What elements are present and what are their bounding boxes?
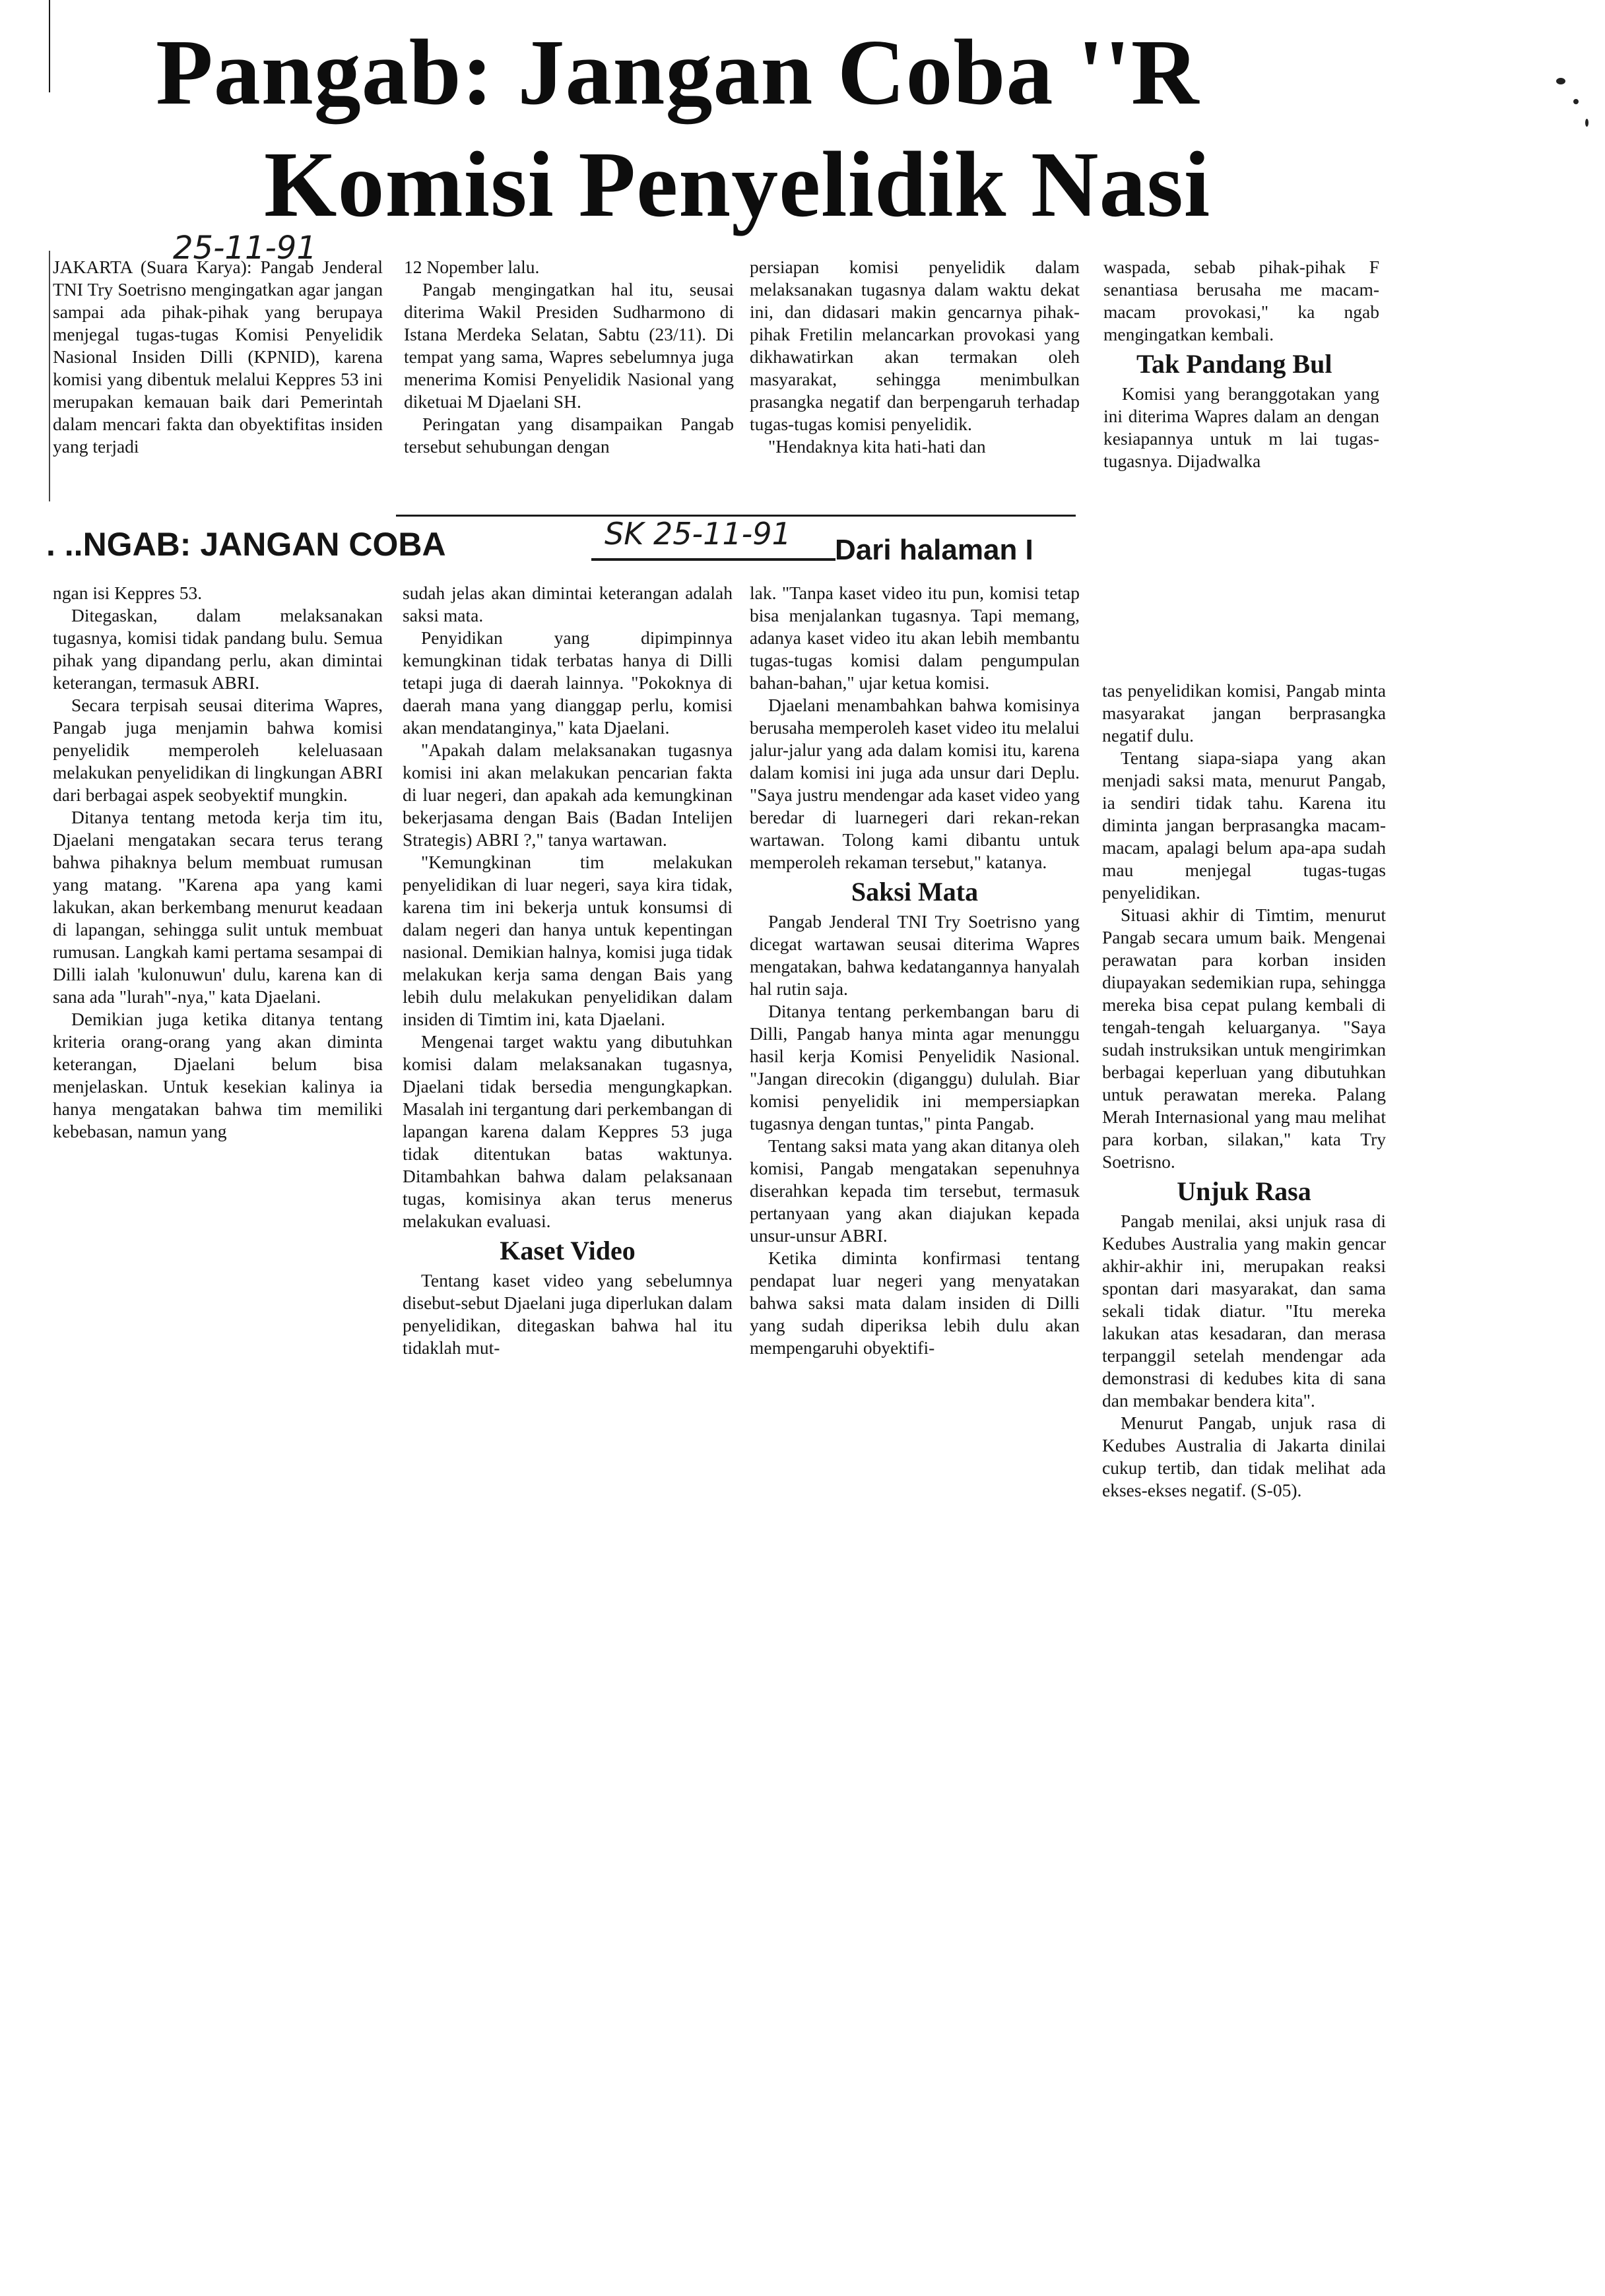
paragraph: waspada, sebab pihak-pihak F senantiasa berusaha me macam-macam provokasi," ka ngab mengingatkan kembali.: [1103, 257, 1379, 344]
paragraph: Ditanya tentang metoda kerja tim itu, Djaelani mengatakan secara terus terang bahwa pihaknya belum membuat rumusan yang matang. "Karena apa yang kami lakukan, akan berkembang menurut keadaan di lapangan, sehingga sulit untuk membuat rumusan. Langkah kami pertama sesampai di Dilli ialah 'kulonuwun' dulu, karena kan di sana ada "lurah"-nya," kata Djaelani.: [53, 807, 383, 1007]
paragraph: Pangab Jenderal TNI Try Soetrisno yang dicegat wartawan seusai diterima Wapres mengatakan, bahwa kedatangannya hanyalah hal rutin saja.: [750, 911, 1080, 999]
paragraph: Komisi yang beranggotakan yang ini diterima Wapres dalam an dengan kesiapannya untuk m lai tugas-tugasnya. Dijadwalka: [1103, 383, 1379, 471]
handwritten-date: 25-11-91: [173, 230, 317, 267]
paragraph: Peringatan yang disampaikan Pangab tersebut sehubungan dengan: [404, 414, 734, 457]
paragraph: "Kemungkinan tim melakukan penyelidikan di luar negeri, saya kira tidak, karena tim ini bekerja untuk konsumsi di dalam negeri dan hanya untuk kepentingan nasional. Demikian halnya, komisi juga tidak melakukan kerja sama dengan Bais yang lebih dulu melakukan penyelidikan dalam insiden di Timtim ini, kata Djaelani.: [403, 852, 733, 1029]
subheading: Unjuk Rasa: [1177, 1176, 1311, 1206]
paragraph: "Apakah dalam melaksanakan tugasnya komisi ini akan melakukan pencarian fakta di luar negeri, dan apakah ada kemungkinan bekerjasama dengan Bais (Badan Intelijen Strategis) ABRI ?," tanya wartawan.: [403, 740, 733, 850]
paragraph: tas penyelidikan komisi, Pangab minta masyarakat jangan berprasangka negatif dulu.: [1102, 680, 1386, 746]
clipping-edge: [49, 251, 50, 501]
body-column-1: [53, 582, 383, 1308]
paragraph: persiapan komisi penyelidik dalam melaksanakan tugasnya dalam waktu dekat ini, dan didasari makin gencarnya pihak-pihak Fretilin melancarkan provokasi yang dikhawatirkan akan termakan oleh masyarakat, sehingga menimbulkan prasangka negatif dan berpengaruh terhadap tugas-tugas komisi penyelidik.: [750, 257, 1080, 434]
paragraph: Tentang saksi mata yang akan ditanya oleh komisi, Pangab mengatakan sepenuhnya diserahkan kepada tim tersebut, termasuk pertanyaan yang akan diajukan kepada unsur-unsur ABRI.: [750, 1135, 1080, 1246]
paragraph: Tentang kaset video yang sebelumnya disebut-sebut Djaelani juga diperlukan dalam penyelidikan, ditegaskan bahwa hal itu tidaklah mut-: [403, 1270, 733, 1358]
body-column-2: [403, 582, 733, 1611]
handwritten-date: SK 25-11-91: [605, 516, 791, 552]
paragraph: ngan isi Keppres 53.: [53, 583, 203, 603]
paragraph: Ditanya tentang perkembangan baru di Dilli, Pangab hanya minta agar menunggu hasil kerja Komisi Penyelidik Nasional. "Jangan direcokin (diganggu) dululah. Biar komisi penyelidik ini mempersiapkan tugasnya dengan tuntas," pinta Pangab.: [750, 1001, 1080, 1133]
paragraph: Ditegaskan, dalam melaksanakan tugasnya, komisi tidak pandang bulu. Semua pihak yang dipandang perlu, akan dimintai keterangan, termasuk ABRI.: [53, 605, 383, 693]
jump-headline: . ..NGAB: JANGAN COBA: [46, 526, 446, 563]
scan-speck: [1556, 78, 1565, 84]
subheading: Saksi Mata: [851, 877, 979, 907]
top-column-1: [53, 256, 383, 500]
jump-from-page: Dari halaman I: [835, 534, 1033, 566]
body-column-4: [1102, 680, 1386, 1603]
headline-line-1: Pangab: Jangan Coba ''R: [156, 20, 1200, 124]
paragraph: "Hendaknya kita hati-hati dan: [768, 436, 986, 457]
paragraph: Secara terpisah seusai diterima Wapres, Pangab juga menjamin bahwa komisi penyelidik memperoleh keleluasaan melakukan penyelidikan di lingkungan ABRI dari berbagai aspek seobyektif mungkin.: [53, 695, 383, 805]
paragraph: lak. "Tanpa kaset video itu pun, komisi tetap bisa menjalankan tugasnya. Tapi memang, adanya kaset video itu akan lebih membantu tugas-tugas komisi dalam pengumpulan bahan-bahan," ujar ketua komisi.: [750, 583, 1080, 693]
scan-speck: [1573, 99, 1579, 104]
top-column-3: [750, 256, 1080, 500]
paragraph: Tentang siapa-siapa yang akan menjadi saksi mata, menurut Pangab, ia sendiri tidak tahu. Karena itu diminta jangan berprasangka macam-macam, apalagi belum apa-apa sudah mau menjegal tugas-tugas penyelidikan.: [1102, 748, 1386, 903]
top-column-2: [404, 256, 734, 500]
subheading: Kaset Video: [500, 1236, 636, 1265]
headline-line-2: Komisi Penyelidik Nasi: [264, 132, 1211, 236]
paragraph: JAKARTA (Suara Karya): Pangab Jenderal TNI Try Soetrisno mengingatkan agar jangan sampai ada pihak-pihak yang berupaya menjegal tugas-tugas Komisi Penyelidik Nasional Insiden Dilli (KPNID), karena komisi yang dibentuk melalui Keppres 53 ini merupakan kemauan baik dari Pemerintah dalam mencari fakta dan obyektifitas insiden yang terjadi: [53, 257, 383, 457]
paragraph: Pangab menilai, aksi unjuk rasa di Kedubes Australia yang makin gencar akhir-akhir ini, merupakan reaksi spontan dari masyarakat, dan sama sekali tidak diatur. "Itu mereka lakukan atas kesadaran, dan merasa terpanggil setelah mendengar ada demonstrasi di kedubes kita di sana dan membakar bendera kita".: [1102, 1211, 1386, 1411]
paragraph: Mengenai target waktu yang dibutuhkan komisi dalam melaksanakan tugasnya, Djaelani tidak bersedia mengungkapkan. Masalah ini tergantung dari perkembangan di lapangan karena dalam Keppres 53 juga tidak ditentukan batas waktunya. Ditambahkan bahwa dalam pelaksanaan tugas, komisinya akan terus menerus melakukan evaluasi.: [403, 1031, 733, 1231]
top-column-4: [1103, 256, 1379, 500]
body-column-3: [750, 582, 1080, 1638]
paragraph: Djaelani menambahkan bahwa komisinya berusaha memperoleh kaset video itu melalui jalur-jalur yang ada dalam komisi itu, karena dalam komisi ini juga ada unsur dari Deplu. "Saya justru mendengar ada kaset video yang beredar di luarnegeri dari rekan-rekan wartawan. Tolong kami dibantu untuk memperoleh rekaman tersebut," katanya.: [750, 695, 1080, 872]
paragraph: Menurut Pangab, unjuk rasa di Kedubes Australia di Jakarta dinilai cukup tertib, dan tidak melihat ada ekses-ekses negatif. (S-05).: [1102, 1413, 1386, 1500]
paragraph: Demikian juga ketika ditanya tentang kriteria orang-orang yang akan diminta keterangan, Djaelani belum bisa menjelaskan. Untuk kesekian kalinya ia hanya mengatakan bahwa tim memiliki kebebasan, namun yang: [53, 1009, 383, 1141]
clipping-edge: [49, 0, 50, 92]
paragraph: 12 Nopember lalu.: [404, 257, 540, 277]
paragraph: sudah jelas akan dimintai keterangan adalah saksi mata.: [403, 583, 733, 625]
scan-speck: [1585, 119, 1589, 127]
subheading: Tak Pandang Bul: [1136, 349, 1332, 379]
paragraph: Situasi akhir di Timtim, menurut Pangab secara umum baik. Mengenai perawatan para korban insiden diupayakan sedemikian rupa, sehingga mereka bisa cepat pulang kembali di tengah-tengah keluarganya. "Saya sudah instruksikan untuk mengirimkan berbagai keperluan yang dibutuhkan untuk perawatan mereka. Palang Merah Internasional yang mau melihat para korban, silakan," kata Try Soetrisno.: [1102, 905, 1386, 1172]
paragraph: Pangab mengingatkan hal itu, seusai diterima Wakil Presiden Sudharmono di Istana Merdeka Selatan, Sabtu (23/11). Di tempat yang sama, Wapres sebelumnya juga menerima Komisi Penyelidik Nasional yang diketuai M Djaelani SH.: [404, 279, 734, 412]
paragraph: Ketika diminta konfirmasi tentang pendapat luar negeri yang menyatakan bahwa saksi mata dalam insiden di Dilli yang sudah diperiksa lebih dulu akan mempengaruhi obyektifi-: [750, 1248, 1080, 1358]
jump-underline: [591, 558, 835, 561]
paragraph: Penyidikan yang dipimpinnya kemungkinan tidak terbatas hanya di Dilli tetapi juga di daerah lainnya. "Pokoknya di daerah mana yang dianggap perlu, komisi akan mendatanginya," kata Djaelani.: [403, 627, 733, 738]
